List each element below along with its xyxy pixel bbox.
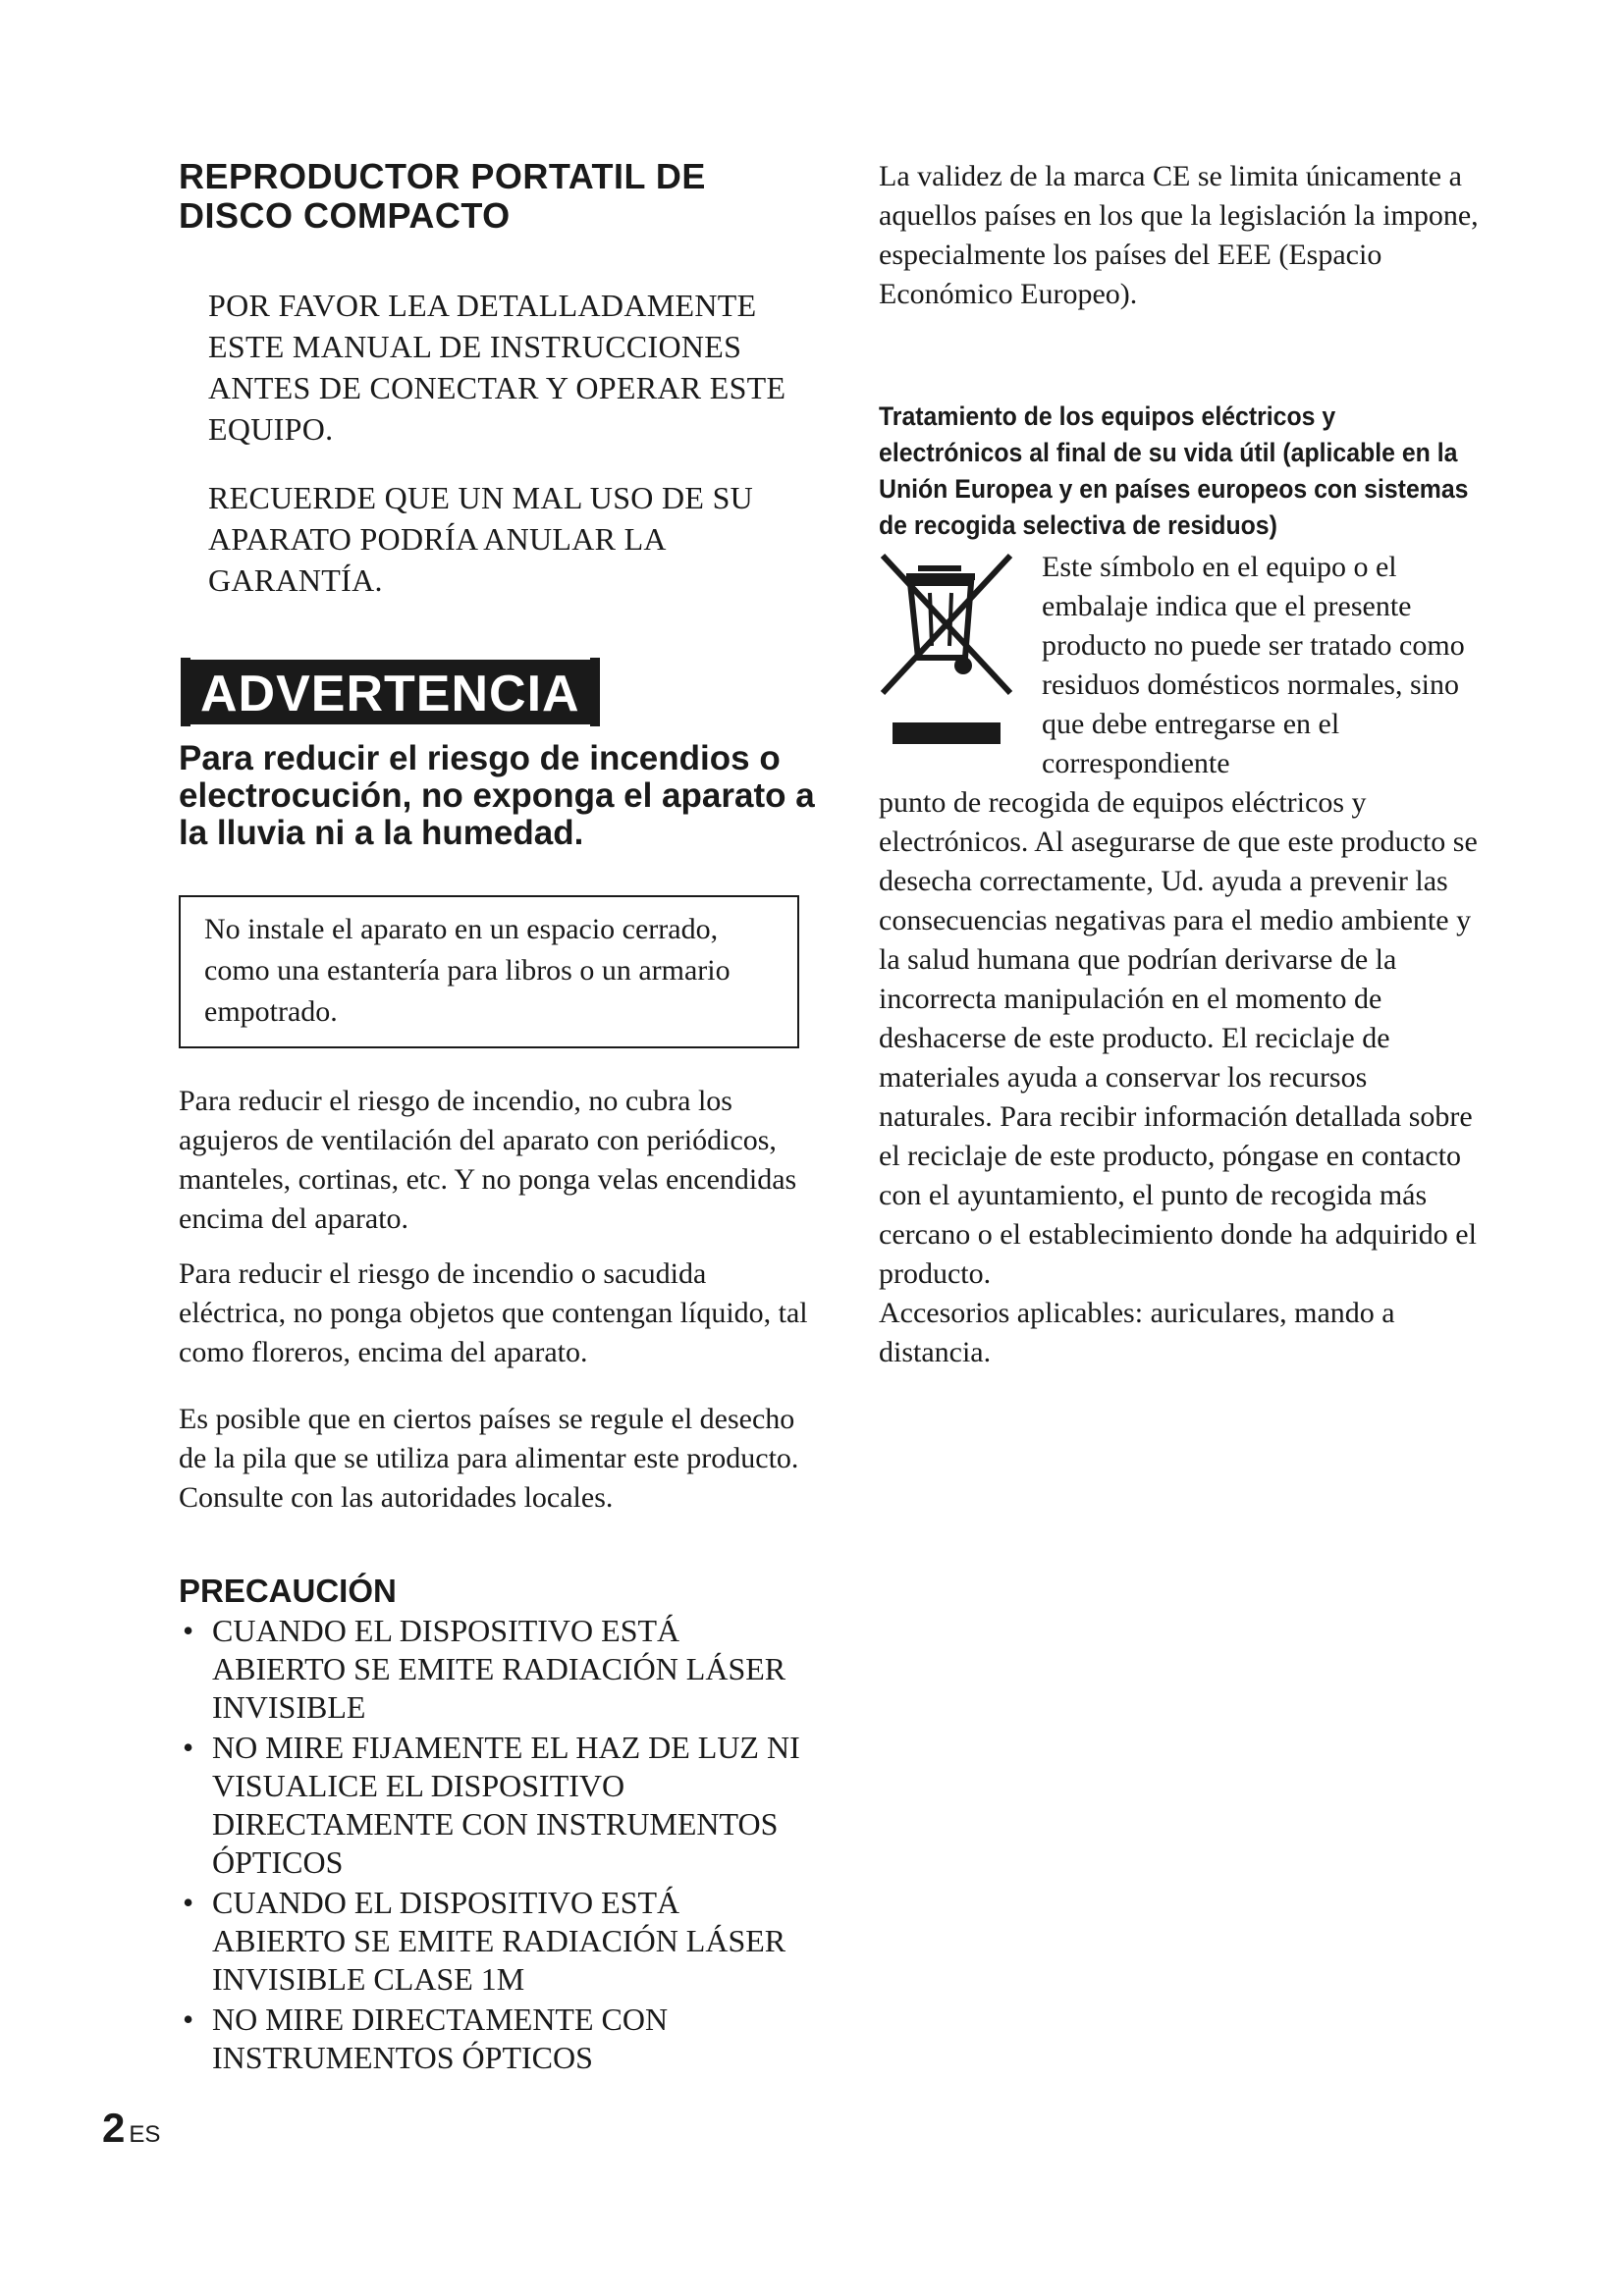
crossed-out-wheelie-bin-icon	[879, 548, 1016, 764]
right-column	[879, 157, 1488, 1372]
accessories-text: Accesorios aplicables: auriculares, mando a distancia.	[879, 1297, 1395, 1368]
liquid-paragraph: Para reducir el riesgo de incendio o sacudida eléctrica, no ponga objetos que contengan líquido, tal como floreros, encima del aparato.	[179, 1257, 808, 1368]
precaution-list	[179, 1612, 817, 2077]
list-item: • NO MIRE DIRECTAMENTE CON INSTRUMENTOS ÓPTICOS	[183, 2002, 669, 2075]
precaution-title: PRECAUCIÓN	[179, 1573, 397, 1609]
page-number-value: 2	[102, 2105, 126, 2151]
warning-label: ADVERTENCIA	[190, 658, 590, 726]
installation-note-box	[179, 895, 799, 1048]
ventilation-paragraph: Para reducir el riesgo de incendio, no cubra los agujeros de ventilación del aparato con periódicos, manteles, cortinas, etc. Y no ponga velas encendidas encima del aparato.	[179, 1085, 797, 1235]
battery-disposal-paragraph: Es posible que en ciertos países se regule el desecho de la pila que se utiliza para alimentar este producto. Consulte con las autoridades locales.	[179, 1403, 799, 1514]
read-manual-notice: POR FAVOR LEA DETALLADAMENTE ESTE MANUAL DE INSTRUCCIONES ANTES DE CONECTAR Y OPERAR ESTE EQUIPO.	[208, 288, 786, 447]
language-code: ES	[129, 2121, 161, 2148]
warning-label-box	[181, 658, 600, 726]
left-column	[179, 157, 817, 2079]
list-item: • NO MIRE FIJAMENTE EL HAZ DE LUZ NI VISUALICE EL DISPOSITIVO DIRECTAMENTE CON INSTRUMENTOS ÓPTICOS	[183, 1730, 800, 1880]
weee-section	[879, 548, 1488, 783]
warning-text: Para reducir el riesgo de incendios o electrocución, no exponga el aparato a la lluvia ni a la humedad.	[179, 739, 815, 852]
weee-details: punto de recogida de equipos eléctricos y electrónicos. Al asegurarse de que este producto se desecha correctamente, Ud. ayuda a prevenir las consecuencias negativas para el medio ambiente y la salud humana que podrían derivarse de la incorrecta manipulación en el momento de deshacerse de este producto. El reciclaje de materiales ayuda a conservar los recursos naturales. Para recibir información detallada sobre el reciclaje de este producto, póngase en contacto con el ayuntamiento, el punto de recogida más cercano o el establecimiento donde ha adquirido el producto.	[879, 786, 1478, 1290]
weee-heading: Tratamiento de los equipos eléctricos y electrónicos al final de su vida útil (aplicable en la Unión Europea y en países europeos con sistemas de recogida selectiva de residuos)	[879, 401, 1469, 540]
list-item: • CUANDO EL DISPOSITIVO ESTÁ ABIERTO SE EMITE RADIACIÓN LÁSER INVISIBLE CLASE 1M	[183, 1885, 786, 1997]
installation-note: No instale el aparato en un espacio cerrado, como una estantería para libros o un armario empotrado.	[204, 913, 731, 1028]
weee-intro: Este símbolo en el equipo o el embalaje indica que el presente producto no puede ser tratado como residuos domésticos normales, sino que debe entregarse en el correspondiente	[1042, 551, 1465, 779]
page-number	[102, 2105, 160, 2152]
warranty-notice: RECUERDE QUE UN MAL USO DE SU APARATO PODRÍA ANULAR LA GARANTÍA.	[208, 480, 754, 598]
document-title: REPRODUCTOR PORTATIL DE DISCO COMPACTO	[179, 156, 706, 236]
list-item: • CUANDO EL DISPOSITIVO ESTÁ ABIERTO SE EMITE RADIACIÓN LÁSER INVISIBLE	[183, 1613, 786, 1725]
ce-mark-paragraph: La validez de la marca CE se limita únicamente a aquellos países en los que la legislación la impone, especialmente los países del EEE (Espacio Económico Europeo).	[879, 160, 1479, 310]
